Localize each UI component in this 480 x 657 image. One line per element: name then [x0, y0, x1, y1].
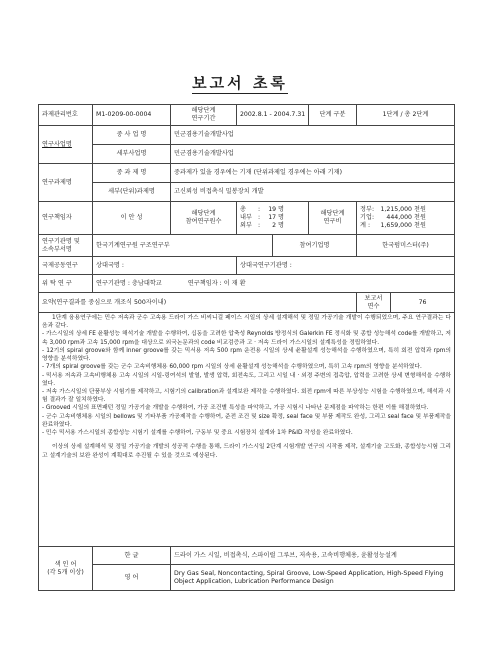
row-commission: [39, 275, 455, 293]
project-main-value: 중과제가 있을 경우에는 기재 (단위과제일 경우에는 아래 기재): [171, 164, 455, 183]
staff-total-value: 19: [268, 206, 277, 214]
budget-company-key: 기업:: [360, 214, 375, 222]
keywords-label-line1: 색 인 어: [54, 560, 77, 568]
international-counterpart-label: 상대국명 :: [96, 261, 124, 269]
commission-leader: 연구책임자 : 이 재 환: [187, 279, 246, 287]
staff-internal-key: 내부: [240, 214, 252, 222]
pages-value: 76: [391, 293, 455, 313]
abstract-bullet: - 믹서용 저속과 고속비행체용 고속 시일의 시일-링여석의 발열, 발생 압력, 회전속도, 그리고 시일 내 · 외경 주변의 접촉압, 압력을 고려한 상세 변형해석을 수행하였다.: [42, 372, 451, 387]
report-abstract-form: [38, 104, 455, 591]
budget-amounts: [357, 202, 455, 235]
budget-label-line2: 연구비: [323, 218, 342, 225]
row-program-main: [39, 126, 455, 145]
task-number-label: 과제관리번호: [39, 105, 93, 126]
summary-label: 요약(연구결과를 중심으로 개조식 500자이내): [39, 293, 357, 313]
budget-label-line1: 해당단계: [320, 210, 345, 218]
staff-label-line1: 해당단계: [191, 210, 216, 218]
budget-total-value: 1,659,000: [380, 221, 412, 229]
abstract-body: [39, 313, 455, 547]
row-international: [39, 257, 455, 275]
page-title: [0, 72, 480, 93]
row-keywords-ko: [39, 547, 455, 565]
staff-total: 총 : 19 명: [240, 206, 285, 214]
row-abstract: [39, 313, 455, 547]
budget-total: [360, 222, 451, 230]
row-keywords-en: [39, 565, 455, 591]
budget-company-value: 444,000: [386, 214, 412, 222]
institutions-label-line2: 소속부서명: [42, 245, 72, 253]
stage-value: 1단계 / 총 2단계: [357, 105, 455, 126]
staff-external: 외부 : 2 명: [240, 221, 285, 229]
project-label: 연구과제명: [39, 164, 93, 202]
keywords-ko-label: 한 글: [93, 547, 171, 565]
staff-total-key: 총: [240, 206, 246, 214]
staff-internal-unit: 명: [278, 214, 285, 222]
keywords-label: [39, 547, 93, 591]
program-main-value: 민군겸용기술개발사업: [171, 126, 455, 145]
commission-institution: 연구기관명 : 충남대학교: [96, 279, 162, 287]
participant-value: 한국펌미스터(주): [357, 235, 455, 257]
project-sub-value: 고신뢰성 비접촉식 밀봉장치 개발: [171, 183, 455, 202]
international-counterpart: [93, 257, 237, 275]
row-program-sub: [39, 145, 455, 164]
page-title-text: 보고서 초록: [192, 74, 288, 92]
abstract-paragraph: 1단계 융용연구에는 민수 저속과 군수 고속용 드라이 가스 비씨니걸 페이스 시일의 상세 설계해석 및 정밀 가공기술 개발이 수행되었으며, 주요 연구결과는 다음과 같다.: [42, 315, 451, 330]
research-period-label-line2: 연구기간: [191, 115, 216, 122]
abstract-bullet: - 12기의 spiral groove와 함께 inner groove를 갖는 믹서용 저속 500 rpm 운전용 시일의 상세 윤활설계 성능해석을 수행하였으며, 특히 회전 압력과 rpm의 영향을 분석하였다.: [42, 347, 451, 363]
pages-label: [357, 293, 391, 313]
institutions-label: [39, 235, 93, 257]
budget-label: [309, 202, 357, 235]
staff-internal-value: 17: [268, 214, 277, 222]
row-project-main: [39, 164, 455, 183]
staff-external-key: 외부: [240, 221, 252, 229]
abstract-bullet: - 민수 믹서용 가스시일의 종합성능 시험기 설계를 수행하여, 구동부 및 중요 시험장치 설계와 1차 P&ID 작성을 완료하였다.: [42, 430, 353, 437]
staff-internal: 내부 : 17 명: [240, 214, 285, 222]
international-label: 국제공동연구: [39, 257, 93, 275]
keywords-en-label: 영 어: [93, 565, 171, 591]
row-institutions: [39, 235, 455, 257]
staff-label: [171, 202, 237, 235]
researcher-name: 이 안 성: [93, 202, 171, 235]
project-main-label: 중 과 제 명: [93, 164, 171, 183]
institutions-label-line1: 연구기관명 및: [42, 237, 80, 245]
commission-label: 위 탁 연 구: [39, 275, 93, 293]
participant-label: 참여기업명: [273, 235, 357, 257]
budget-government-value: 1,215,000: [380, 206, 412, 214]
research-period-label: [171, 105, 237, 126]
program-main-label: 중 사 업 명: [93, 126, 171, 145]
keywords-en-value: Dry Gas Seal, Noncontacting, Spiral Groove, Low-Speed Application, High-Speed Flying Object Application, Lubrication Performance Design: [171, 565, 455, 591]
abstract-bullet: - 군수 고속비행체용 시일의 bellows 및 기타부품 가공제작을 수행하여, 준전 조건 및 size 확정, seal face 및 부품 제작도 완성, 그리고 seal face 및 부품제작을 완료하였다.: [42, 413, 451, 428]
budget-government: [360, 206, 451, 214]
program-sub-value: 민군겸용기술개발사업: [171, 145, 455, 164]
budget-company: [360, 214, 451, 222]
program-label: 연구사업명: [39, 126, 93, 164]
abstract-bullet: - 가스시일의 상세 FE 윤활성능 해석기술 개발을 수행하여, 십동을 고려한 압축성 Reynolds 방정식의 Galerkin FE 정식화 및 종합 성능해석 code를 개발하고, 저속 3,000 rpm과 고속 15,000 rpm을 대상으로 외국논문과의 code 비교검증과 고 · 저속 드라이 가스시일의 설계특성을 정립하였다.: [42, 331, 451, 346]
research-period-value: 2002.8.1 - 2004.7.31: [237, 105, 309, 126]
project-sub-label: 세부(단위)과제명: [93, 183, 171, 202]
budget-total-key: 계 :: [360, 221, 371, 229]
abstract-bullet: - 7개의 spiral groove를 갖는 군수 고속비행체용 60,000 rpm 시일의 상세 윤활설계 성능해석을 수행하였으며, 특히 고속 rpm의 영향을 분석하였다.: [42, 364, 422, 371]
staff-external-unit: 명: [278, 221, 285, 229]
commission-value: [93, 275, 455, 293]
pages-label-line2: 면수: [367, 302, 380, 310]
budget-company-unit: 천원: [413, 214, 426, 222]
research-period-label-line1: 해당단계: [191, 107, 216, 115]
abstract-conclusion: 이상의 상세 설계해석 및 정밀 가공기술 개발의 성공적 수행을 통해, 드라이 가스시일 2단계 시험개발 연구의 시작품 제작, 설계기술 고도화, 종합성능시험 그리고 설계기술의 보완 완성이 계획대로 추진될 수 있을 것으로 예상된다.: [42, 444, 451, 459]
keywords-ko-value: 드라이 가스 시일, 비접촉식, 스파이럴 그루브, 저속용, 고속비행체용, 윤활성능설계: [171, 547, 455, 565]
program-sub-label: 세부사업명: [93, 145, 171, 164]
row-task-number: [39, 105, 455, 126]
budget-government-key: 정부:: [360, 206, 375, 214]
staff-label-line2: 참여연구원수: [185, 218, 222, 225]
abstract-bullet: - 저속 가스시일의 단품부상 시험기를 제작하고, 시험기의 calibration과 설계보완 제작을 수행하였다. 회전 rpm에 따른 부상성능 시험을 수행하였으며, 해석과 시험 결과가 잘 일치하였다.: [42, 388, 451, 404]
staff-external-value: 2: [272, 221, 277, 229]
staff-total-unit: 명: [278, 206, 285, 214]
row-researcher: [39, 202, 455, 235]
keywords-label-line2: (각 5개 이상): [47, 568, 84, 576]
row-project-sub: [39, 183, 455, 202]
budget-total-unit: 천원: [413, 221, 426, 229]
abstract-bullet: - Grooved 시일의 표면패턴 정밀 가공기술 개발을 수행하여, 가공 조건별 특성을 파악하고, 가공 시험시 나타난 문제점을 파악하는 한편 이를 해결하였다.: [42, 405, 429, 412]
row-summary-header: [39, 293, 455, 313]
international-institution: [237, 257, 455, 275]
staff-counts: [237, 202, 309, 235]
budget-government-unit: 천원: [413, 206, 426, 214]
researcher-label: 연구책임자: [39, 202, 93, 235]
pages-label-line1: 보고서: [364, 294, 383, 302]
international-institution-label: 상대국연구기관명 :: [240, 261, 292, 269]
institutions-value: 한국기계연구원 구조연구부: [93, 235, 273, 257]
stage-label: 단계 구분: [309, 105, 357, 126]
task-number-value: M1-0209-00-0004: [93, 105, 171, 126]
